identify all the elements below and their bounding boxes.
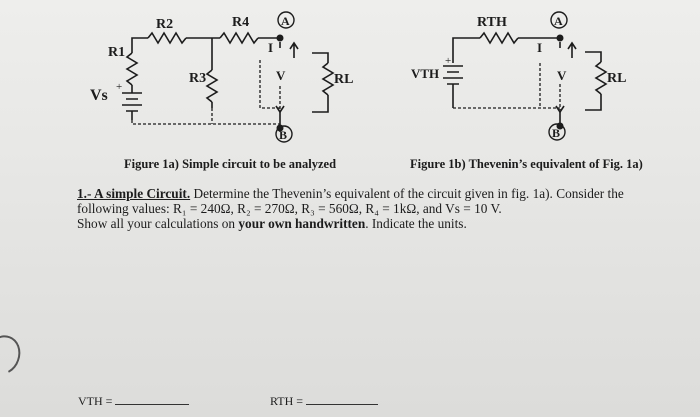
answer-vth-label: VTH = (78, 394, 113, 408)
resistor-r4 (220, 33, 258, 43)
label-vth: VTH (411, 66, 440, 81)
node-a-label-thevenin: A (554, 14, 563, 28)
label-rl-thevenin: RL (607, 71, 627, 86)
answer-rth (270, 394, 378, 409)
resistor-r2 (148, 33, 186, 43)
caption-figure-1a: Figure 1a) Simple circuit to be analyzed (124, 157, 337, 171)
label-plus-thevenin: + (445, 55, 452, 67)
problem-text-line2-post: . Indicate the units. (365, 216, 467, 231)
label-i-thevenin: I (537, 40, 543, 55)
answer-vth-blank[interactable] (115, 395, 189, 405)
label-v-thevenin: V (557, 68, 567, 83)
resistor-rl (323, 63, 333, 95)
label-r4: R4 (232, 15, 250, 30)
label-r2: R2 (156, 17, 174, 32)
problem-text-line2-bold: your own handwritten (238, 216, 366, 231)
voltage-source-vth (443, 66, 463, 84)
label-v: V (276, 68, 286, 83)
answer-vth (78, 394, 189, 409)
label-vs: Vs (90, 87, 108, 104)
resistor-rth (480, 33, 518, 43)
answer-rth-blank[interactable] (306, 395, 378, 405)
resistor-r3 (207, 70, 217, 102)
label-i: I (268, 40, 274, 55)
node-b-label-thevenin: B (552, 126, 561, 140)
label-r1: R1 (108, 45, 126, 60)
problem-text-line1: Determine the Thevenin’s equivalent of the circuit given in fig. 1a). Consider the following values: R₁ = 240Ω, R₂ = 270Ω, R₃ = 560Ω, R₄ = 1kΩ, and Vs = 10 V. (77, 186, 624, 216)
label-r3: R3 (189, 71, 207, 86)
label-rl: RL (334, 72, 354, 87)
node-b-label: B (279, 128, 288, 142)
label-plus: + (116, 81, 123, 93)
caption-figure-1b: Figure 1b) Thevenin’s equivalent of Fig. 1a) (410, 157, 643, 171)
voltage-source-vs (122, 93, 142, 111)
resistor-r1 (127, 53, 137, 85)
answer-rth-label: RTH = (270, 394, 304, 408)
problem-heading: 1.- A simple Circuit. (77, 186, 191, 201)
resistor-rl-thevenin (596, 62, 606, 94)
label-rth: RTH (477, 15, 507, 30)
problem-text-line2-pre: Show all your calculations on (77, 216, 239, 231)
problem-statement (77, 186, 667, 231)
figure-1b-circuit (405, 8, 645, 148)
figure-1a-circuit (80, 8, 354, 148)
node-a-label: A (281, 14, 290, 28)
